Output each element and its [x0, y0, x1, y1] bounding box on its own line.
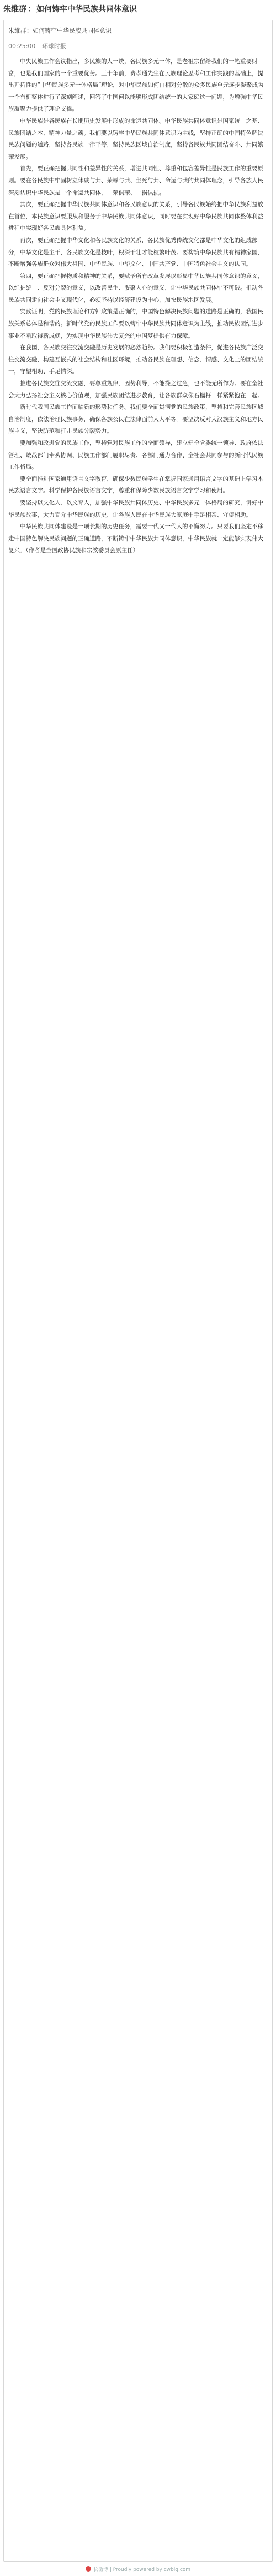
footer: [0, 2562, 276, 2576]
article-subtitle: 朱维群：如何铸牢中华民族共同体意识: [8, 27, 112, 34]
article-paragraph: 推进各民族交往交流交融，要尊重规律、因势利导，不能操之过急，也不能无所作为。要在全社会大力弘扬社会主义核心价值观，加强民族团结进步教育，让各族群众像石榴籽一样紧紧抱在一起。: [8, 380, 263, 399]
article-paragraph: 新时代我国民族工作面临新的形势和任务。我们要全面贯彻党的民族政策，坚持和完善民族区域自治制度，依法治理民族事务，确保各族公民在法律面前人人平等。要坚决反对大汉族主义和地方民族主义，坚决防范和打击民族分裂势力。: [8, 404, 263, 435]
article-paragraph: 其次，要正确把握中华民族共同体意识和各民族意识的关系，引导各民族始终把中华民族利益放在首位，本民族意识要服从和服务于中华民族共同体意识，同时要在实现好中华民族共同体整体利益进程中实现好各民族具体利益。: [8, 201, 263, 232]
post-title: 如何铸牢中华民族共同体意识: [36, 5, 137, 14]
article-paragraph: 中华民族是各民族在长期历史发展中形成的命运共同体。中华民族共同体意识是国家统一之基、民族团结之本、精神力量之魂。我们要以铸牢中华民族共同体意识为主线，坚持正确的中国特色解决民族问题的道路，坚持各民族一律平等，坚持民族区域自治制度，坚持各民族共同团结奋斗、共同繁荣发展。: [8, 117, 263, 160]
header-separator: ：: [28, 5, 35, 14]
article-source: 环球时报: [41, 43, 66, 50]
article-paragraph: 中华民族共同体建设是一项长期的历史任务，需要一代又一代人的不懈努力。只要我们坚定不移走中国特色解决民族问题的正确道路，不断铸牢中华民族共同体意识，中华民族就一定能够实现伟大复兴。（作者是全国政协民族和宗教委员会原主任）: [8, 523, 263, 554]
article-body: [8, 56, 268, 557]
article-paragraph: 要全面推进国家通用语言文字教育，确保少数民族学生在掌握国家通用语言文字的基础上学习本民族语言文字。科学保护各民族语言文字，尊重和保障少数民族语言文字学习和使用。: [8, 475, 263, 495]
article-paragraph: 在我国，各民族交往交流交融是历史发展的必然趋势。我们要积极创造条件，促进各民族广泛交往交流交融，构建互嵌式的社会结构和社区环境，推动各民族在理想、信念、情感、文化上的团结统一，守望相助、手足情深。: [8, 344, 263, 375]
article-time: 00:25:00: [8, 43, 36, 50]
article-paragraph: 首先，要正确把握共同性和差异性的关系，增进共同性、尊重和包容差异性是民族工作的重要原则。要在各民族中牢固树立休戚与共、荣辱与共、生死与共、命运与共的共同体理念，引导各族人民深刻认识中华民族是一个命运共同体，一荣俱荣、一损俱损。: [8, 165, 263, 196]
article-paragraph: 要加强和改进党的民族工作，坚持党对民族工作的全面领导，建立健全党委统一领导、政府依法管理、统战部门牵头协调、民族工作部门履职尽责、各部门通力合作、全社会共同参与的新时代民族工作格局。: [8, 440, 263, 471]
footer-text[interactable]: 长微博 | Proudly powered by cwbig.com: [93, 2567, 191, 2573]
article-paragraph: 第四，要正确把握物质和精神的关系，要赋予所有改革发展以彰显中华民族共同体意识的意义，以维护统一、反对分裂的意义，以改善民生、凝聚人心的意义，让中华民族共同体牢不可破。推动各民族共同走向社会主义现代化，必须坚持以经济建设为中心，加快民族地区发展。: [8, 272, 263, 303]
article-paragraph: 实践证明，党的民族理论和方针政策是正确的，中国特色解决民族问题的道路是正确的，我国民族关系总体是和谐的。新时代党的民族工作要以铸牢中华民族共同体意识为主线，推动民族团结进步事业不断取得新成就，为实现中华民族伟大复兴的中国梦提供有力保障。: [8, 308, 263, 339]
cwbig-logo-icon: [86, 2566, 91, 2572]
author-name[interactable]: 朱维群: [3, 5, 26, 14]
article-paragraph: 要坚持以文化人、以文育人，加强中华民族共同体历史、中华民族多元一体格局的研究，讲好中华民族故事，大力宣介中华民族的历史，让各族人民在中华民族大家庭中手足相亲、守望相助。: [8, 499, 263, 518]
article-meta: [8, 41, 268, 50]
article-card: [3, 20, 273, 2562]
article-paragraph: 中央民族工作会议指出，多民族的大一统，各民族多元一体，是老祖宗留给我们的一笔重要财富，也是我们国家的一个重要优势。三十年前，费孝通先生在民族理论思考和工作实践的基础上，提出开拓性的“中华民族多元一体格局”理论，对中华民族如何由相对分散的众多民族单元逐步凝聚成为一个有机整体进行了深刻阐述，回答了中国何以能够形成团结统一的大家庭这一问题，为增强中华民族凝聚力提供了理论支撑。: [8, 58, 264, 113]
article-paragraph: 再次，要正确把握中华文化和各民族文化的关系，各民族优秀传统文化都是中华文化的组成部分，中华文化是主干，各民族文化是枝叶，根深干壮才能枝繁叶茂。要构筑中华民族共有精神家园，不断增强各族群众对伟大祖国、中华民族、中华文化、中国共产党、中国特色社会主义的认同。: [8, 236, 263, 268]
post-header: [0, 0, 276, 20]
